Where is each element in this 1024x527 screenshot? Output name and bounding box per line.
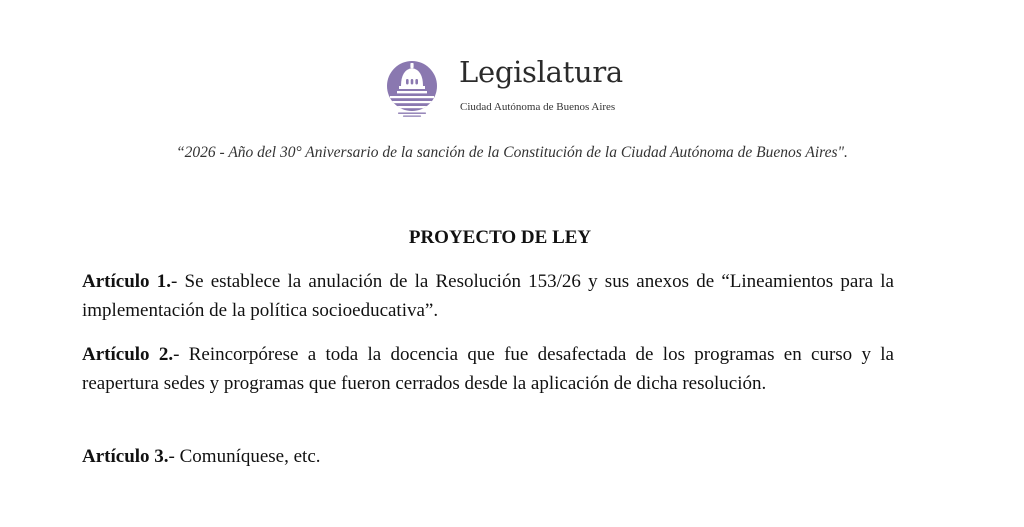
article-3 (82, 442, 894, 471)
document-title: PROYECTO DE LEY (408, 227, 592, 248)
annual-motto: “2026 - Año del 30° Aniversario de la sanción de la Constitución de la Ciudad Autónoma de Buenos Aires". (176, 144, 848, 161)
article-1-text: - Se establece la anulación de la Resolución 153/26 y sus anexos de “Lineamientos para la implementación de la política socioeducativa”. (82, 271, 894, 321)
article-1-label: Artículo 1. (82, 271, 171, 292)
logo-title: Legislatura (459, 55, 623, 89)
legislatura-logo (386, 56, 626, 120)
article-2-label: Artículo 2. (82, 344, 174, 365)
article-1 (82, 267, 894, 325)
dome-icon (386, 56, 438, 118)
article-2-text: - Reincorpórese a toda la docencia que fue desafectada de los programas en curso y la reapertura sedes y programas que fueron cerrados desde la aplicación de dicha resolución. (82, 344, 894, 394)
article-3-label: Artículo 3. (82, 446, 169, 467)
article-2 (82, 340, 894, 398)
logo-subtitle: Ciudad Autónoma de Buenos Aires (460, 101, 616, 113)
article-3-text: - Comuníquese, etc. (168, 446, 321, 467)
